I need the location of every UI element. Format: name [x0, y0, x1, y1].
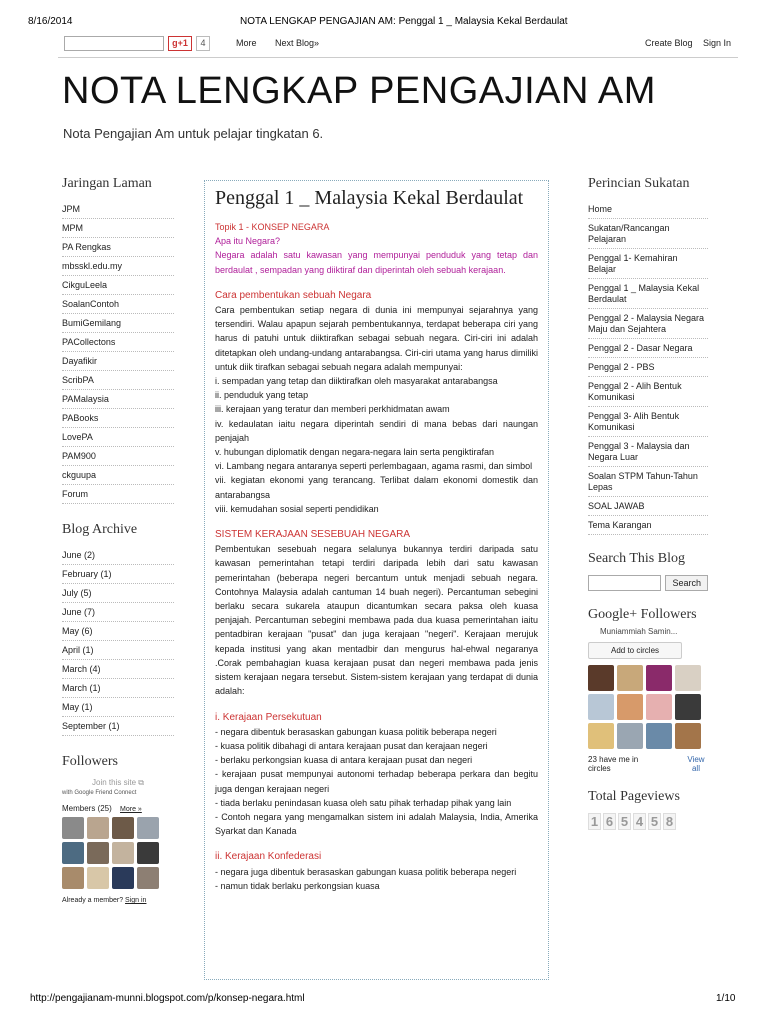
- formation-paragraph: Cara pembentukan setiap negara di dunia ini mempunyai sejarahnya yang tersendiri. Walau apapun sejarah pembentukannya, terdapat beberapa ciri yang harus di patuhi untuk diiktirafkan sebagai sebuah negara. Ciri-ciri ini adalah ditetapkan oleh undang-undang antarabangsa. Ciri-ciri utama yang harus dimiliki untuk diik tirafkan sebagai sebuah negara adalah mempunyai:: [215, 305, 538, 372]
- syllabus-list: [588, 200, 708, 535]
- already-member: [62, 897, 174, 904]
- list-item: - kerajaan pusat mempunyai autonomi terhadap beberapa perkara dan begitu juga dengan kerajaan negeri: [215, 769, 538, 794]
- syllabus-link[interactable]: Sukatan/Rancangan Pelajaran: [588, 219, 708, 249]
- blog-title[interactable]: NOTA LENGKAP PENGAJIAN AM: [62, 70, 656, 112]
- post-body: [215, 220, 538, 893]
- syllabus-link[interactable]: Penggal 3- Alih Bentuk Komunikasi: [588, 407, 708, 437]
- list-item: iii. kerajaan yang teratur dan memberi perkhidmatan awam: [215, 404, 450, 415]
- avatar[interactable]: [87, 842, 109, 864]
- avatar[interactable]: [137, 817, 159, 839]
- avatar[interactable]: [87, 867, 109, 889]
- avatar[interactable]: [675, 694, 701, 720]
- list-item: - namun tidak berlaku perkongsian kuasa: [215, 880, 380, 891]
- blog-description: Nota Pengajian Am untuk pelajar tingkatan 6.: [63, 126, 324, 141]
- archive-item[interactable]: June (7): [62, 603, 174, 622]
- sidebar-link[interactable]: Dayafikir: [62, 352, 174, 371]
- next-blog-link[interactable]: Next Blog»: [275, 38, 320, 48]
- pageviews-counter: [588, 813, 708, 830]
- gplus-followers-heading: Google+ Followers: [588, 607, 697, 622]
- definition-text: Negara adalah satu kawasan yang mempunyai penduduk yang tetap dan berdaulat , sempadan yang diiktiraf dan diperintah oleh sebuah kerajaan.: [215, 250, 538, 275]
- syllabus-link[interactable]: Penggal 2 - Dasar Negara: [588, 339, 708, 358]
- navbar-divider: [58, 57, 738, 58]
- have-me-count: 23 have me in circles: [588, 755, 639, 773]
- list-item: i. sempadan yang tetap dan diiktirafkan oleh masyarakat antarabangsa: [215, 376, 498, 387]
- avatar[interactable]: [62, 867, 84, 889]
- list-item: vi. Lambang negara antaranya seperti perlembagaan, agama rasmi, dan simbol: [215, 461, 533, 472]
- archive-item[interactable]: June (2): [62, 546, 174, 565]
- list-item: - tiada berlaku penindasan kuasa oleh satu pihak terhadap pihak yang lain: [215, 797, 512, 808]
- archive-list: [62, 546, 174, 736]
- search-heading: Search This Blog: [588, 551, 685, 566]
- already-member-label: Already a member?: [62, 897, 124, 904]
- avatar[interactable]: [617, 694, 643, 720]
- pageview-digit: 8: [663, 813, 676, 830]
- syllabus-link[interactable]: Soalan STPM Tahun-Tahun Lepas: [588, 467, 708, 497]
- print-url: http://pengajianam-munni.blogspot.com/p/konsep-negara.html: [30, 993, 305, 1004]
- avatar[interactable]: [588, 694, 614, 720]
- list-item: - berlaku perkongsian kuasa di antara kerajaan pusat dan negeri: [215, 755, 473, 766]
- print-header: [0, 16, 768, 30]
- left-sidebar: [62, 176, 174, 904]
- list-item: - negara juga dibentuk berasaskan gabungan kuasa politik beberapa negeri: [215, 866, 517, 877]
- avatar[interactable]: [62, 842, 84, 864]
- syllabus-link[interactable]: SOAL JAWAB: [588, 497, 708, 516]
- section-heading-federation: i. Kerajaan Persekutuan: [215, 711, 322, 723]
- followers-widget: [62, 778, 174, 904]
- archive-item[interactable]: July (5): [62, 584, 174, 603]
- sidebar-link[interactable]: CikguLeela: [62, 276, 174, 295]
- sidebar-link[interactable]: PAM900: [62, 447, 174, 466]
- avatar[interactable]: [675, 665, 701, 691]
- avatar[interactable]: [112, 842, 134, 864]
- archive-item[interactable]: May (1): [62, 698, 174, 717]
- syllabus-heading: Perincian Sukatan: [588, 176, 690, 191]
- sidebar-link[interactable]: BumiGemilang: [62, 314, 174, 333]
- blogger-navbar: [58, 34, 738, 56]
- blog-search-input[interactable]: [588, 575, 661, 591]
- list-item: - kuasa politik dibahagi di antara kerajaan pusat dan kerajaan negeri: [215, 740, 488, 751]
- print-page-number: 1/10: [716, 993, 736, 1004]
- list-item: viii. kemudahan sosial seperti pendidikan: [215, 503, 379, 514]
- sidebar-link[interactable]: PABooks: [62, 409, 174, 428]
- pageview-digit: 4: [633, 813, 646, 830]
- pageviews-heading: Total Pageviews: [588, 789, 680, 804]
- avatar[interactable]: [646, 694, 672, 720]
- list-item: - Contoh negara yang mengamalkan sistem ini adalah Malaysia, India, Amerika Syarkat dan Kanada: [215, 811, 538, 837]
- archive-item[interactable]: September (1): [62, 717, 174, 736]
- links-list: [62, 200, 174, 504]
- followers-sign-in-link[interactable]: Sign in: [125, 897, 147, 904]
- right-sidebar: [588, 176, 708, 830]
- section-heading-formation: Cara pembentukan sebuah Negara: [215, 289, 372, 301]
- gplus-button[interactable]: g+1: [168, 36, 192, 51]
- avatar[interactable]: [646, 665, 672, 691]
- pageview-digit: 5: [618, 813, 631, 830]
- gplus-avatar-grid: [588, 665, 708, 749]
- syllabus-link[interactable]: Penggal 1 _ Malaysia Kekal Berdaulat: [588, 279, 708, 309]
- list-item: iv. kedaulatan iaitu negara diperintah sendiri di mana bebas dari naungan penjajah: [215, 418, 538, 443]
- sidebar-link[interactable]: PAMalaysia: [62, 390, 174, 409]
- avatar[interactable]: [137, 867, 159, 889]
- avatar[interactable]: [675, 723, 701, 749]
- archive-heading: Blog Archive: [62, 522, 138, 537]
- syllabus-link[interactable]: Penggal 1- Kemahiran Belajar: [588, 249, 708, 279]
- syllabus-link[interactable]: Penggal 2 - PBS: [588, 358, 708, 377]
- archive-item[interactable]: April (1): [62, 641, 174, 660]
- sidebar-link[interactable]: ckguupa: [62, 466, 174, 485]
- post-title: Penggal 1 _ Malaysia Kekal Berdaulat: [215, 187, 524, 209]
- gplus-profile-name[interactable]: Muniammiah Samin...: [600, 627, 678, 636]
- question-heading: Apa itu Negara?: [215, 236, 281, 247]
- sidebar-link[interactable]: Forum: [62, 485, 174, 504]
- create-blog-link[interactable]: Create Blog: [645, 38, 693, 48]
- syllabus-link[interactable]: Home: [588, 200, 708, 219]
- pageview-digit: 6: [603, 813, 616, 830]
- print-title: NOTA LENGKAP PENGAJIAN AM: Penggal 1 _ Malaysia Kekal Berdaulat: [240, 16, 568, 27]
- sidebar-link[interactable]: mbsskl.edu.my: [62, 257, 174, 276]
- print-date: 8/16/2014: [28, 16, 73, 27]
- avatar[interactable]: [112, 867, 134, 889]
- members-more-link[interactable]: More »: [120, 806, 142, 813]
- avatar[interactable]: [112, 817, 134, 839]
- members-count: Members (25): [62, 804, 112, 813]
- syllabus-link[interactable]: Penggal 2 - Alih Bentuk Komunikasi: [588, 377, 708, 407]
- sign-in-link[interactable]: Sign In: [703, 38, 732, 48]
- members-row: [62, 804, 174, 813]
- sidebar-link[interactable]: LovePA: [62, 428, 174, 447]
- sidebar-link[interactable]: SoalanContoh: [62, 295, 174, 314]
- navbar-search-input[interactable]: [64, 36, 164, 51]
- links-heading: Jaringan Laman: [62, 176, 152, 191]
- avatar[interactable]: [588, 665, 614, 691]
- sidebar-link[interactable]: PA Rengkas: [62, 238, 174, 257]
- syllabus-link[interactable]: Tema Karangan: [588, 516, 708, 535]
- syllabus-link[interactable]: Penggal 3 - Malaysia dan Negara Luar: [588, 437, 708, 467]
- avatar[interactable]: [617, 723, 643, 749]
- members-avatar-grid: [62, 817, 174, 889]
- system-paragraph: Pembentukan sesebuah negara selalunya bukannya terdiri daripada satu kawasan pemerintahan tetapi terdiri daripada lebih dari satu kawasan pemerintahan (beberapa negeri bercantum untuk menjadi sebuah negara. Contohnya Malaysia adalah cantuman 14 buah negeri). Percantuman sebegini berlaku secara sukarela ataupun dicantumkan secara paksa oleh kuasa penjajah. Percantuman sebegini membawa pada dua kuasa pemerintahan iaitu pentadbiran kerajaan "pusat" dan juga kerajaan "negeri". Kerajaan merujuk kepada institusi yang akan mentadbir dan mengurus hal-ehwal negaranya .Corak pembahagian kuasa kerajaan pusat dan negeri membawa pada jenis sistem kerajaan negara tersebut. Sistem-sistem kerajaan yang terdapat di dunia adalah:: [215, 544, 538, 697]
- syllabus-link[interactable]: Penggal 2 - Malaysia Negara Maju dan Sejahtera: [588, 309, 708, 339]
- join-site-link[interactable]: [62, 778, 174, 788]
- section-heading-system: SISTEM KERAJAAN SESEBUAH NEGARA: [215, 529, 411, 541]
- blog-search: [588, 575, 708, 591]
- section-heading-confederation: ii. Kerajaan Konfederasi: [215, 851, 322, 863]
- sidebar-link[interactable]: ScribPA: [62, 371, 174, 390]
- more-link[interactable]: More: [236, 38, 257, 48]
- view-all-link[interactable]: View all: [687, 755, 705, 773]
- list-item: vii. kegiatan ekonomi yang terancang. Terlibat dalam ekonomi domestik dan antarabangsa: [215, 475, 538, 500]
- add-to-circles-button[interactable]: Add to circles: [588, 642, 682, 659]
- join-site-label: Join this site: [92, 778, 137, 787]
- list-item: - negara dibentuk berasaskan gabungan kuasa politik beberapa negeri: [215, 726, 497, 737]
- avatar[interactable]: [646, 723, 672, 749]
- archive-item[interactable]: March (4): [62, 660, 174, 679]
- pageview-digit: 5: [648, 813, 661, 830]
- sidebar-link[interactable]: MPM: [62, 219, 174, 238]
- pageview-digit: 1: [588, 813, 601, 830]
- post-container: [204, 180, 549, 980]
- circles-row: [588, 755, 708, 773]
- topic-heading: Topik 1 - KONSEP NEGARA: [215, 222, 330, 232]
- followers-heading: Followers: [62, 754, 118, 769]
- list-item: ii. penduduk yang tetap: [215, 390, 309, 401]
- sidebar-link[interactable]: PACollectons: [62, 333, 174, 352]
- archive-item[interactable]: February (1): [62, 565, 174, 584]
- archive-item[interactable]: March (1): [62, 679, 174, 698]
- list-item: v. hubungan diplomatik dengan negara-negara lain serta pengiktirafan: [215, 447, 495, 458]
- sidebar-link[interactable]: JPM: [62, 200, 174, 219]
- avatar[interactable]: [87, 817, 109, 839]
- avatar[interactable]: [617, 665, 643, 691]
- gfc-label: with Google Friend Connect: [62, 790, 137, 796]
- avatar[interactable]: [62, 817, 84, 839]
- avatar[interactable]: [137, 842, 159, 864]
- blog-search-button[interactable]: Search: [665, 575, 708, 591]
- join-icon: ⧉: [138, 778, 144, 787]
- gplus-count: 4: [196, 36, 210, 51]
- avatar[interactable]: [588, 723, 614, 749]
- archive-item[interactable]: May (6): [62, 622, 174, 641]
